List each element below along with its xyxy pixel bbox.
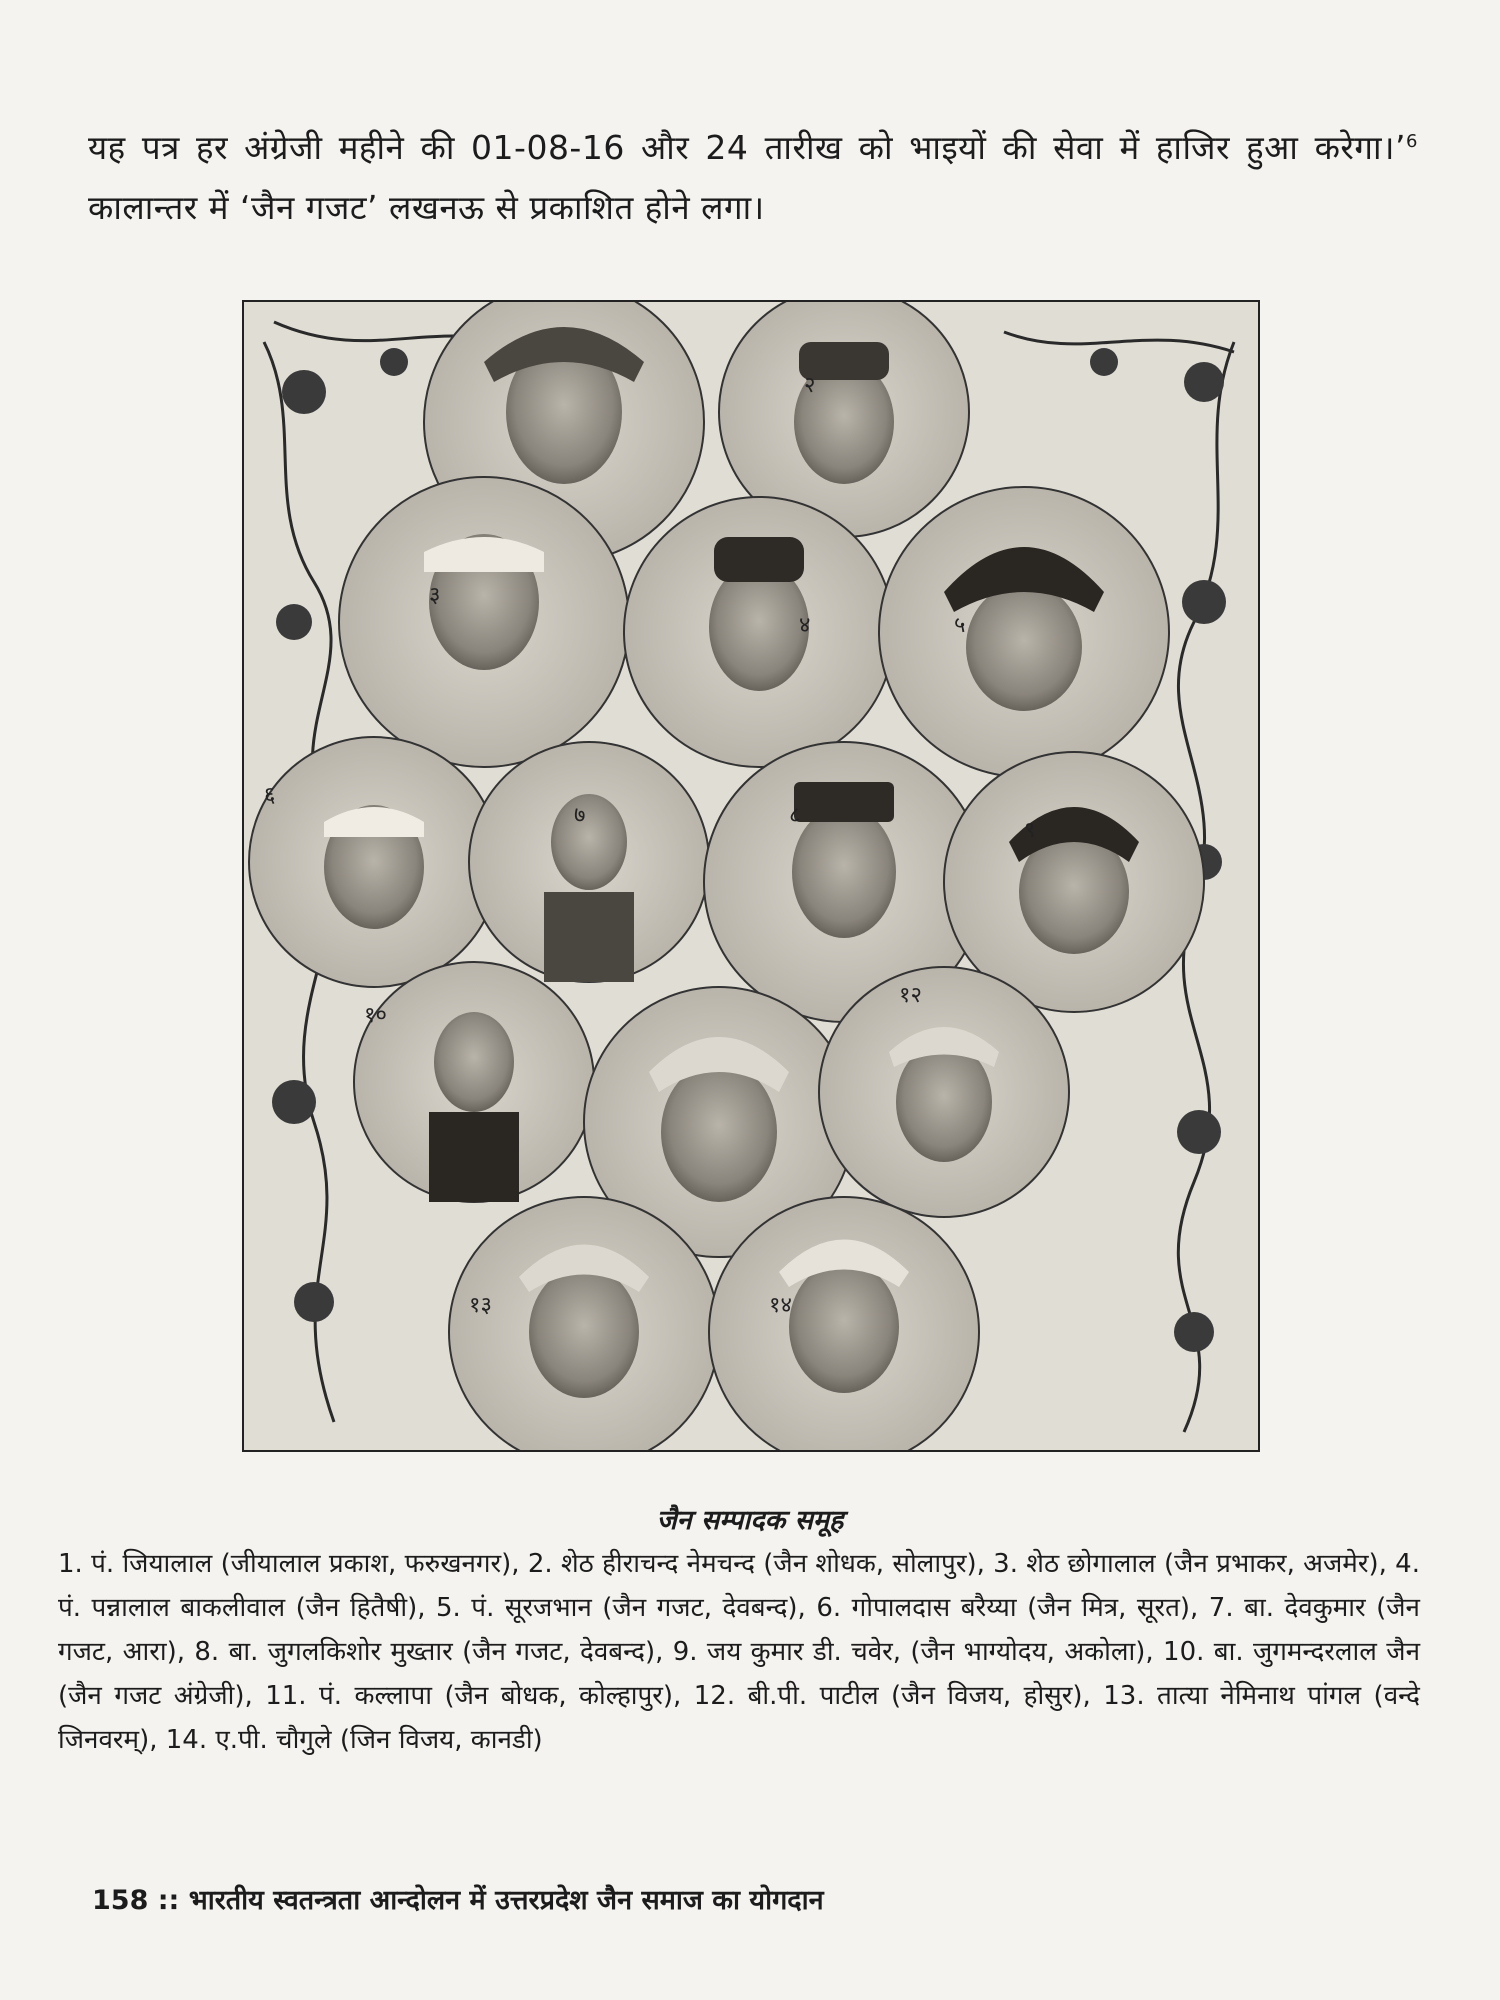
intro-text-continued: कालान्तर में ‘जैन गजट’ लखनऊ से प्रकाशित होने लगा। (88, 188, 765, 227)
photo-caption-title: जैन सम्पादक समूह (656, 1505, 844, 1536)
footnote-reference: 6 (1406, 131, 1418, 152)
page-footer: 158 :: भारतीय स्वतन्त्रता आन्दोलन में उत्तरप्रदेश जैन समाज का योगदान (92, 1885, 824, 1916)
portrait-number: ५ (954, 613, 966, 638)
intro-text: यह पत्र हर अंग्रेजी महीने की 01-08-16 और 24 तारीख को भाइयों की सेवा में हाजिर हुआ करेगा।’ (88, 128, 1407, 167)
portrait-number: १३ (469, 1293, 492, 1318)
portrait-number: २ (804, 373, 816, 398)
portrait-number: ३ (429, 583, 441, 608)
intro-paragraph (88, 112, 1418, 238)
portrait-number: ४ (799, 613, 811, 638)
portrait-number: १२ (899, 983, 922, 1008)
portrait-number: ६ (264, 783, 276, 808)
portrait-number: १० (364, 1003, 387, 1028)
portrait-number: ७ (574, 803, 586, 828)
portrait-number: ९ (1024, 818, 1036, 843)
photo-caption-text: 1. पं. जियालाल (जीयालाल प्रकाश, फरुखनगर), 2. शेठ हीराचन्द नेमचन्द (जैन शोधक, सोलापुर), 3. शेठ छोगालाल (जैन प्रभाकर, अजमेर), 4. पं. पन्नालाल बाकलीवाल (जैन हितैषी), 5. पं. सूरजभान (जैन गजट, देवबन्द), 6. गोपालदास बरैय्या (जैन मित्र, सूरत), 7. बा. देवकुमार (जैन गजट, आरा), 8. बा. जुगलकिशोर मुख्तार (जैन गजट, देवबन्द), 9. जय कुमार डी. चवेर, (जैन भाग्योदय, अकोला), 10. बा. जुगमन्दरलाल जैन (जैन गजट अंग्रेजी), 11. पं. कल्लापा (जैन बोधक, कोल्हापुर), 12. बी.पी. पाटील (जैन विजय, होसुर), 13. तात्या नेमिनाथ पांगल (वन्दे जिनवरम्), 14. ए.पी. चौगुले (जिन विजय, कानडी) (58, 1549, 1420, 1755)
portrait-number: ८ (789, 803, 801, 828)
portrait-number: १४ (769, 1293, 792, 1318)
group-photograph (242, 300, 1260, 1452)
